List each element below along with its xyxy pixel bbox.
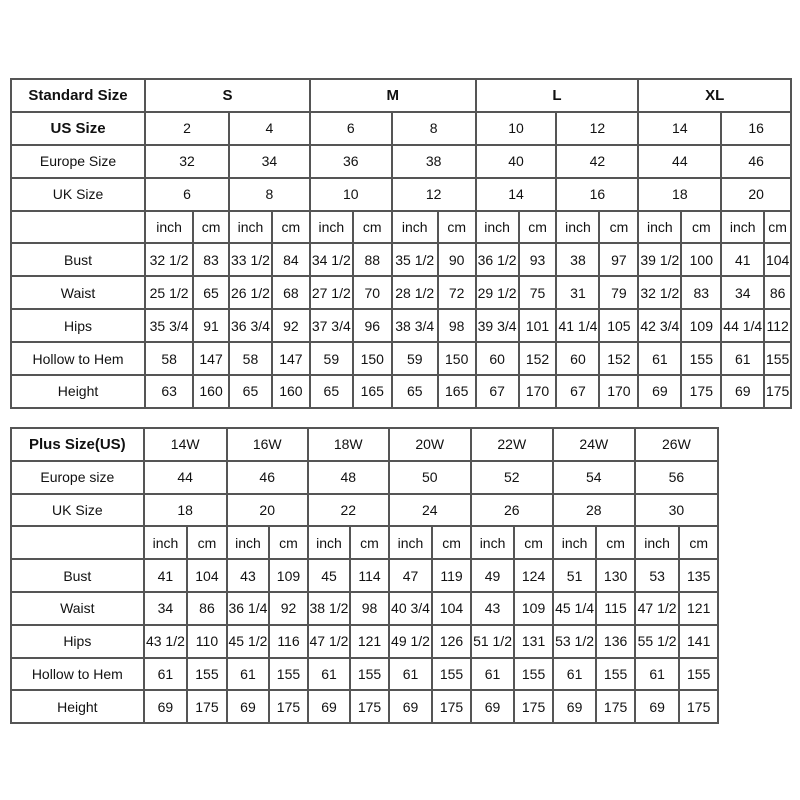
measurement-cell: 121 [350,625,388,658]
measurement-cell: 100 [681,243,721,276]
measurement-cell: 150 [438,342,476,375]
measurement-cell: 61 [227,658,270,691]
us-size-cell: 4 [229,112,310,145]
measurement-cell: 75 [519,276,557,309]
unit-cell: inch [308,526,351,559]
europe-size-row [11,145,791,178]
measurement-cell: 109 [514,592,552,625]
measurement-cell: 88 [353,243,392,276]
europe-size-cell: 42 [556,145,638,178]
measurement-cell: 39 3/4 [476,309,519,342]
measurement-cell: 47 [389,559,433,592]
uk-size-cell: 12 [392,178,476,211]
measurement-cell: 41 1/4 [556,309,599,342]
measurement-cell: 175 [514,690,552,723]
measurement-cell: 83 [193,243,229,276]
measurement-cell: 40 3/4 [389,592,433,625]
measurement-row [11,276,791,309]
measurement-cell: 38 3/4 [392,309,438,342]
uk-size-cell: 10 [310,178,392,211]
unit-cell: cm [350,526,388,559]
measurement-cell: 61 [471,658,515,691]
europe-size-cell: 46 [721,145,791,178]
measurement-cell: 38 [556,243,599,276]
unit-cell: inch [556,211,599,244]
measurement-cell: 51 1/2 [471,625,515,658]
unit-cell: cm [187,526,227,559]
plus-measurement-row [11,592,718,625]
measurement-cell: 119 [432,559,470,592]
measurement-cell: 61 [638,342,681,375]
measurement-cell: 47 1/2 [635,592,680,625]
us-size-cell: 6 [310,112,392,145]
measurement-label: Hips [11,625,144,658]
measurement-cell: 136 [596,625,634,658]
measurement-cell: 175 [350,690,388,723]
unit-cell: inch [635,526,680,559]
measurement-cell: 98 [350,592,388,625]
europe-size-cell: 40 [476,145,557,178]
us-size-cell: 12 [556,112,638,145]
europe-size-cell: 48 [308,461,389,494]
measurement-cell: 69 [389,690,433,723]
measurement-cell: 175 [187,690,227,723]
europe-size-label: Europe size [11,461,144,494]
measurement-cell: 45 [308,559,351,592]
plus-size-cell: 20W [389,428,471,461]
unit-cell: cm [514,526,552,559]
unit-cell: cm [599,211,638,244]
measurement-cell: 28 1/2 [392,276,438,309]
uk-size-label: UK Size [11,178,145,211]
unit-cell: inch [229,211,272,244]
us-size-cell: 10 [476,112,557,145]
europe-size-cell: 38 [392,145,476,178]
unit-cell: cm [596,526,634,559]
measurement-cell: 60 [556,342,599,375]
measurement-cell: 53 [635,559,680,592]
measurement-cell: 58 [229,342,272,375]
measurement-cell: 165 [438,375,476,408]
plus-size-cell: 14W [144,428,227,461]
uk-size-cell: 28 [553,494,635,527]
measurement-cell: 35 3/4 [145,309,193,342]
measurement-cell: 69 [638,375,681,408]
measurement-label: Waist [11,276,145,309]
measurement-label: Hips [11,309,145,342]
measurement-cell: 67 [556,375,599,408]
measurement-cell: 41 [144,559,188,592]
measurement-cell: 59 [310,342,353,375]
unit-cell: cm [353,211,392,244]
measurement-cell: 58 [145,342,193,375]
measurement-cell: 65 [392,375,438,408]
plus-size-cell: 24W [553,428,635,461]
measurement-cell: 110 [187,625,227,658]
unit-cell: inch [638,211,681,244]
measurement-cell: 86 [187,592,227,625]
measurement-row [11,342,791,375]
us-size-cell: 14 [638,112,721,145]
measurement-cell: 39 1/2 [638,243,681,276]
measurement-cell: 98 [438,309,476,342]
uk-size-cell: 18 [638,178,721,211]
measurement-cell: 170 [599,375,638,408]
measurement-cell: 69 [553,690,597,723]
plus-size-cell: 18W [308,428,389,461]
europe-size-cell: 44 [144,461,227,494]
measurement-cell: 104 [432,592,470,625]
measurement-cell: 115 [596,592,634,625]
europe-size-cell: 52 [471,461,553,494]
unit-cell: cm [438,211,476,244]
measurement-cell: 155 [596,658,634,691]
us-size-row [11,112,791,145]
uk-size-cell: 16 [556,178,638,211]
measurement-cell: 155 [350,658,388,691]
measurement-cell: 69 [471,690,515,723]
measurement-cell: 170 [519,375,557,408]
measurement-cell: 155 [269,658,307,691]
plus-size-cell: 26W [635,428,718,461]
plus-measurement-row [11,690,718,723]
plus-size-header-row [11,428,718,461]
measurement-cell: 45 1/4 [553,592,597,625]
measurement-cell: 49 [471,559,515,592]
measurement-cell: 69 [635,690,680,723]
measurement-cell: 34 1/2 [310,243,353,276]
measurement-cell: 43 [471,592,515,625]
measurement-cell: 43 [227,559,270,592]
europe-size-cell: 44 [638,145,721,178]
unit-cell: cm [432,526,470,559]
unit-cell: inch [310,211,353,244]
europe-size-cell: 32 [145,145,229,178]
measurement-cell: 155 [514,658,552,691]
measurement-cell: 155 [679,658,718,691]
measurement-cell: 114 [350,559,388,592]
measurement-cell: 59 [392,342,438,375]
uk-size-cell: 26 [471,494,553,527]
us-size-cell: 8 [392,112,476,145]
measurement-cell: 160 [272,375,310,408]
measurement-cell: 41 [721,243,764,276]
europe-size-cell: 36 [310,145,392,178]
measurement-cell: 97 [599,243,638,276]
us-size-cell: 16 [721,112,791,145]
unit-cell: inch [721,211,764,244]
unit-cell: inch [392,211,438,244]
measurement-cell: 38 1/2 [308,592,351,625]
europe-size-cell: 46 [227,461,308,494]
standard-size-table [10,78,792,409]
standard-size-header-row [11,79,791,112]
measurement-label: Bust [11,559,144,592]
us-size-cell: 2 [145,112,229,145]
measurement-cell: 109 [681,309,721,342]
size-letter-cell: L [476,79,639,112]
uk-size-cell: 8 [229,178,310,211]
measurement-row [11,375,791,408]
measurement-cell: 86 [764,276,791,309]
measurement-cell: 36 1/2 [476,243,519,276]
europe-size-cell: 54 [553,461,635,494]
measurement-cell: 152 [599,342,638,375]
measurement-cell: 67 [476,375,519,408]
plus-uk-size-row [11,494,718,527]
plus-size-table [10,427,719,724]
unit-cell: cm [193,211,229,244]
measurement-cell: 61 [144,658,188,691]
measurement-cell: 34 [144,592,188,625]
measurement-cell: 31 [556,276,599,309]
size-letter-cell: M [310,79,476,112]
measurement-cell: 69 [721,375,764,408]
measurement-cell: 175 [596,690,634,723]
uk-size-cell: 18 [144,494,227,527]
measurement-cell: 101 [519,309,557,342]
measurement-cell: 175 [764,375,791,408]
measurement-cell: 175 [679,690,718,723]
measurement-cell: 65 [310,375,353,408]
measurement-label: Hollow to Hem [11,342,145,375]
measurement-cell: 93 [519,243,557,276]
uk-size-cell: 30 [635,494,718,527]
measurement-cell: 61 [389,658,433,691]
measurement-cell: 36 3/4 [229,309,272,342]
measurement-cell: 34 [721,276,764,309]
measurement-cell: 160 [193,375,229,408]
size-letter-cell: S [145,79,310,112]
measurement-cell: 27 1/2 [310,276,353,309]
measurement-cell: 130 [596,559,634,592]
measurement-cell: 126 [432,625,470,658]
unit-cell: inch [553,526,597,559]
measurement-row [11,309,791,342]
measurement-cell: 83 [681,276,721,309]
europe-size-label: Europe Size [11,145,145,178]
measurement-cell: 61 [553,658,597,691]
measurement-cell: 155 [764,342,791,375]
measurement-cell: 70 [353,276,392,309]
measurement-cell: 84 [272,243,310,276]
measurement-cell: 61 [721,342,764,375]
measurement-cell: 147 [272,342,310,375]
uk-size-cell: 14 [476,178,557,211]
unit-cell: inch [476,211,519,244]
measurement-cell: 25 1/2 [145,276,193,309]
measurement-cell: 26 1/2 [229,276,272,309]
measurement-cell: 131 [514,625,552,658]
plus-size-label: Plus Size(US) [11,428,144,461]
measurement-cell: 175 [681,375,721,408]
measurement-cell: 92 [269,592,307,625]
unit-cell: cm [519,211,557,244]
unit-cell: inch [389,526,433,559]
europe-size-cell: 56 [635,461,718,494]
blank-cell [11,526,144,559]
uk-size-label: UK Size [11,494,144,527]
unit-cell: cm [679,526,718,559]
plus-unit-row [11,526,718,559]
measurement-cell: 69 [308,690,351,723]
unit-cell: cm [272,211,310,244]
uk-size-cell: 20 [721,178,791,211]
measurement-cell: 68 [272,276,310,309]
measurement-cell: 36 1/4 [227,592,270,625]
measurement-cell: 152 [519,342,557,375]
measurement-cell: 104 [187,559,227,592]
measurement-cell: 155 [681,342,721,375]
unit-cell: cm [269,526,307,559]
measurement-cell: 92 [272,309,310,342]
measurement-cell: 65 [193,276,229,309]
measurement-cell: 112 [764,309,791,342]
measurement-cell: 150 [353,342,392,375]
measurement-label: Bust [11,243,145,276]
measurement-cell: 121 [679,592,718,625]
measurement-cell: 141 [679,625,718,658]
measurement-cell: 61 [308,658,351,691]
measurement-cell: 175 [432,690,470,723]
measurement-cell: 72 [438,276,476,309]
measurement-cell: 37 3/4 [310,309,353,342]
plus-size-cell: 16W [227,428,308,461]
measurement-cell: 69 [227,690,270,723]
measurement-cell: 147 [193,342,229,375]
uk-size-cell: 6 [145,178,229,211]
standard-size-label: Standard Size [11,79,145,112]
measurement-cell: 175 [269,690,307,723]
measurement-cell: 42 3/4 [638,309,681,342]
measurement-cell: 79 [599,276,638,309]
measurement-cell: 33 1/2 [229,243,272,276]
measurement-cell: 116 [269,625,307,658]
plus-measurement-row [11,559,718,592]
unit-cell: cm [764,211,791,244]
measurement-cell: 91 [193,309,229,342]
measurement-cell: 55 1/2 [635,625,680,658]
unit-cell: cm [681,211,721,244]
us-size-label: US Size [11,112,145,145]
plus-europe-size-row [11,461,718,494]
measurement-cell: 90 [438,243,476,276]
measurement-cell: 51 [553,559,597,592]
unit-cell: inch [227,526,270,559]
measurement-cell: 61 [635,658,680,691]
measurement-label: Height [11,690,144,723]
europe-size-cell: 50 [389,461,471,494]
uk-size-cell: 22 [308,494,389,527]
measurement-cell: 105 [599,309,638,342]
measurement-cell: 32 1/2 [145,243,193,276]
measurement-cell: 49 1/2 [389,625,433,658]
europe-size-cell: 34 [229,145,310,178]
measurement-cell: 165 [353,375,392,408]
measurement-cell: 96 [353,309,392,342]
unit-cell: inch [144,526,188,559]
measurement-cell: 104 [764,243,791,276]
measurement-cell: 109 [269,559,307,592]
uk-size-row [11,178,791,211]
size-letter-cell: XL [638,79,791,112]
uk-size-cell: 20 [227,494,308,527]
measurement-label: Height [11,375,145,408]
unit-cell: inch [145,211,193,244]
measurement-cell: 135 [679,559,718,592]
measurement-row [11,243,791,276]
measurement-label: Hollow to Hem [11,658,144,691]
measurement-cell: 35 1/2 [392,243,438,276]
measurement-cell: 47 1/2 [308,625,351,658]
unit-cell: inch [471,526,515,559]
measurement-cell: 45 1/2 [227,625,270,658]
measurement-cell: 65 [229,375,272,408]
measurement-cell: 155 [432,658,470,691]
measurement-cell: 69 [144,690,188,723]
measurement-cell: 53 1/2 [553,625,597,658]
measurement-cell: 63 [145,375,193,408]
measurement-cell: 124 [514,559,552,592]
plus-measurement-row [11,625,718,658]
uk-size-cell: 24 [389,494,471,527]
measurement-cell: 43 1/2 [144,625,188,658]
measurement-label: Waist [11,592,144,625]
blank-cell [11,211,145,244]
measurement-cell: 32 1/2 [638,276,681,309]
plus-measurement-row [11,658,718,691]
unit-row [11,211,791,244]
measurement-cell: 155 [187,658,227,691]
plus-size-cell: 22W [471,428,553,461]
measurement-cell: 44 1/4 [721,309,764,342]
measurement-cell: 29 1/2 [476,276,519,309]
measurement-cell: 60 [476,342,519,375]
